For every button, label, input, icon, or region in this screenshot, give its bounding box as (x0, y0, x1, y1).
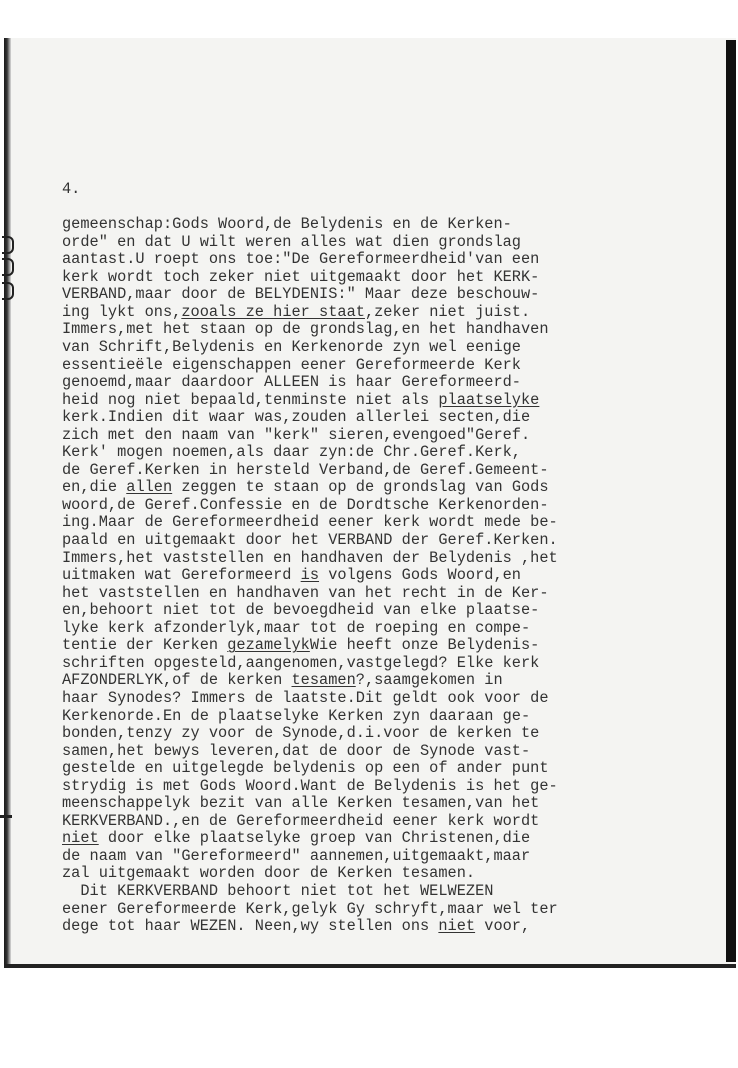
text-segment: kerk wordt toch zeker niet uitgemaakt door het KERK- (62, 267, 540, 286)
text-line (62, 514, 726, 532)
text-segment: essentieële eigenschappen eener Gereformeerde Kerk (62, 355, 521, 374)
text-segment: ,zeker niet juist. (364, 302, 531, 321)
text-segment: strydig is met Gods Woord.Want de Belydenis is het ge- (62, 776, 558, 795)
page-number: 4. (62, 180, 81, 199)
text-segment: uitmaken wat Gereformeerd (62, 566, 301, 585)
text-segment: Dit KERKVERBAND behoort niet tot het WELWEZEN (62, 881, 494, 900)
page-right-edge (726, 40, 736, 962)
text-line (62, 795, 726, 813)
text-segment: Kerk' mogen noemen,als daar zyn:de Chr.Geref.Kerk, (62, 443, 521, 462)
text-segment: Wie heeft onze Belydenis- (309, 636, 540, 655)
text-segment: KERKVERBAND.,en de Gereformeerdheid eener kerk wordt (62, 811, 540, 830)
text-line (62, 339, 726, 357)
text-line (62, 883, 726, 901)
text-segment: en,die (62, 478, 127, 497)
text-line (62, 392, 726, 410)
text-line (62, 585, 726, 603)
text-segment: haar Synodes? Immers de laatste.Dit geldt ook voor de (62, 688, 549, 707)
underlined-text: gezamelyk (227, 636, 310, 655)
underlined-text: plaatselyke (438, 390, 540, 409)
text-line (62, 760, 726, 778)
text-segment: aantast.U roept ons toe:"De Gereformeerdheid'van een (62, 250, 540, 269)
text-segment: genoemd,maar daardoor ALLEEN is haar Gereformeerd- (62, 373, 521, 392)
text-segment: samen,het bewys leveren,dat de door de Synode vast- (62, 741, 531, 760)
text-line (62, 409, 726, 427)
binding-clip-mark (0, 232, 14, 256)
text-segment: de Geref.Kerken in hersteld Verband,de Geref.Gemeent- (62, 460, 549, 479)
text-segment: zich met den naam van "kerk" sieren,evengoed"Geref. (62, 425, 531, 444)
underlined-text: niet (62, 829, 99, 848)
text-line (62, 672, 726, 690)
text-line (62, 830, 726, 848)
text-segment: heid nog niet bepaald,tenminste niet als (62, 390, 439, 409)
text-line (62, 234, 726, 252)
text-line (62, 725, 726, 743)
binding-spine (4, 38, 11, 968)
text-segment: gestelde en uitgelegde belydenis op een of ander punt (62, 759, 549, 778)
text-line (62, 286, 726, 304)
text-segment: meenschappelyk bezit van alle Kerken tesamen,van het (62, 794, 540, 813)
text-line (62, 567, 726, 585)
text-segment: kerk.Indien dit waar was,zouden allerlei secten,die (62, 408, 531, 427)
text-segment: het vaststellen en handhaven van het recht in de Ker- (62, 583, 549, 602)
binding-clip-mark (0, 278, 14, 302)
text-segment: eener Gereformeerde Kerk,gelyk Gy schryft,maar wel ter (62, 899, 558, 918)
text-segment: schriften opgesteld,aangenomen,vastgelegd? Elke kerk (62, 653, 540, 672)
text-line (62, 690, 726, 708)
text-line (62, 813, 726, 831)
text-line (62, 550, 726, 568)
text-line (62, 708, 726, 726)
text-line (62, 743, 726, 761)
text-line (62, 216, 726, 234)
text-segment: gemeenschap:Gods Woord,de Belydenis en de Kerken- (62, 215, 512, 234)
text-line (62, 479, 726, 497)
text-line (62, 620, 726, 638)
text-line (62, 462, 726, 480)
text-line (62, 427, 726, 445)
text-line (62, 321, 726, 339)
text-segment: Immers,het vaststellen en handhaven der Belydenis ,het (62, 548, 558, 567)
text-segment: orde" en dat U wilt weren alles wat dien grondslag (62, 232, 521, 251)
underlined-text: is (300, 566, 320, 585)
text-segment: VERBAND,maar door de BELYDENIS:" Maar deze beschouw- (62, 285, 540, 304)
text-segment: ing.Maar de Gereformeerdheid eener kerk wordt mede be- (62, 513, 558, 532)
binding-clip-mark (0, 254, 14, 278)
text-segment: Kerkenorde.En de plaatselyke Kerken zyn daaraan ge- (62, 706, 531, 725)
text-segment: de naam van "Gereformeerd" aannemen,uitgemaakt,maar (62, 846, 531, 865)
text-line (62, 251, 726, 269)
text-line (62, 269, 726, 287)
text-line (62, 901, 726, 919)
underlined-text: zooals ze hier staat (181, 302, 365, 321)
page-bottom-edge (4, 964, 736, 968)
underlined-text: allen (126, 478, 173, 497)
text-segment: bonden,tenzy zy voor de Synode,d.i.voor de kerken te (62, 724, 540, 743)
typewritten-text-block (62, 146, 726, 936)
text-segment: volgens Gods Woord,en (319, 566, 521, 585)
text-line (62, 444, 726, 462)
text-segment: paald en uitgemaakt door het VERBAND der Geref.Kerken. (62, 531, 558, 550)
text-segment: AFZONDERLYK,of de kerken (62, 671, 292, 690)
text-segment: en,behoort niet tot de bevoegdheid van elke plaatse- (62, 601, 540, 620)
text-line (62, 304, 726, 322)
text-line (62, 602, 726, 620)
text-line (62, 918, 726, 936)
text-line (62, 848, 726, 866)
text-segment: woord,de Geref.Confessie en de Dordtsche Kerkenorden- (62, 495, 549, 514)
text-segment: zeggen te staan op de grondslag van Gods (172, 478, 549, 497)
text-segment: Immers,met het staan op de grondslag,en het handhaven (62, 320, 549, 339)
text-segment: ing lykt ons, (62, 302, 182, 321)
text-segment: voor, (475, 917, 531, 936)
text-line (62, 532, 726, 550)
binding-tick-mark (0, 815, 12, 818)
text-segment: ?,saamgekomen in (355, 671, 503, 690)
text-segment: lyke kerk afzonderlyk,maar tot de roeping en compe- (62, 618, 531, 637)
text-segment: door elke plaatselyke groep van Christenen,die (98, 829, 531, 848)
text-line (62, 655, 726, 673)
text-segment: dege tot haar WEZEN. Neen,wy stellen ons (62, 917, 439, 936)
text-line (62, 865, 726, 883)
text-segment: tentie der Kerken (62, 636, 228, 655)
text-segment: zal uitgemaakt worden door de Kerken tesamen. (62, 864, 476, 883)
text-line (62, 497, 726, 515)
text-line (62, 374, 726, 392)
underlined-text: tesamen (291, 671, 356, 690)
text-line (62, 357, 726, 375)
underlined-text: niet (438, 917, 476, 936)
text-segment: van Schrift,Belydenis en Kerkenorde zyn wel eenige (62, 338, 521, 357)
text-line (62, 778, 726, 796)
text-line (62, 637, 726, 655)
